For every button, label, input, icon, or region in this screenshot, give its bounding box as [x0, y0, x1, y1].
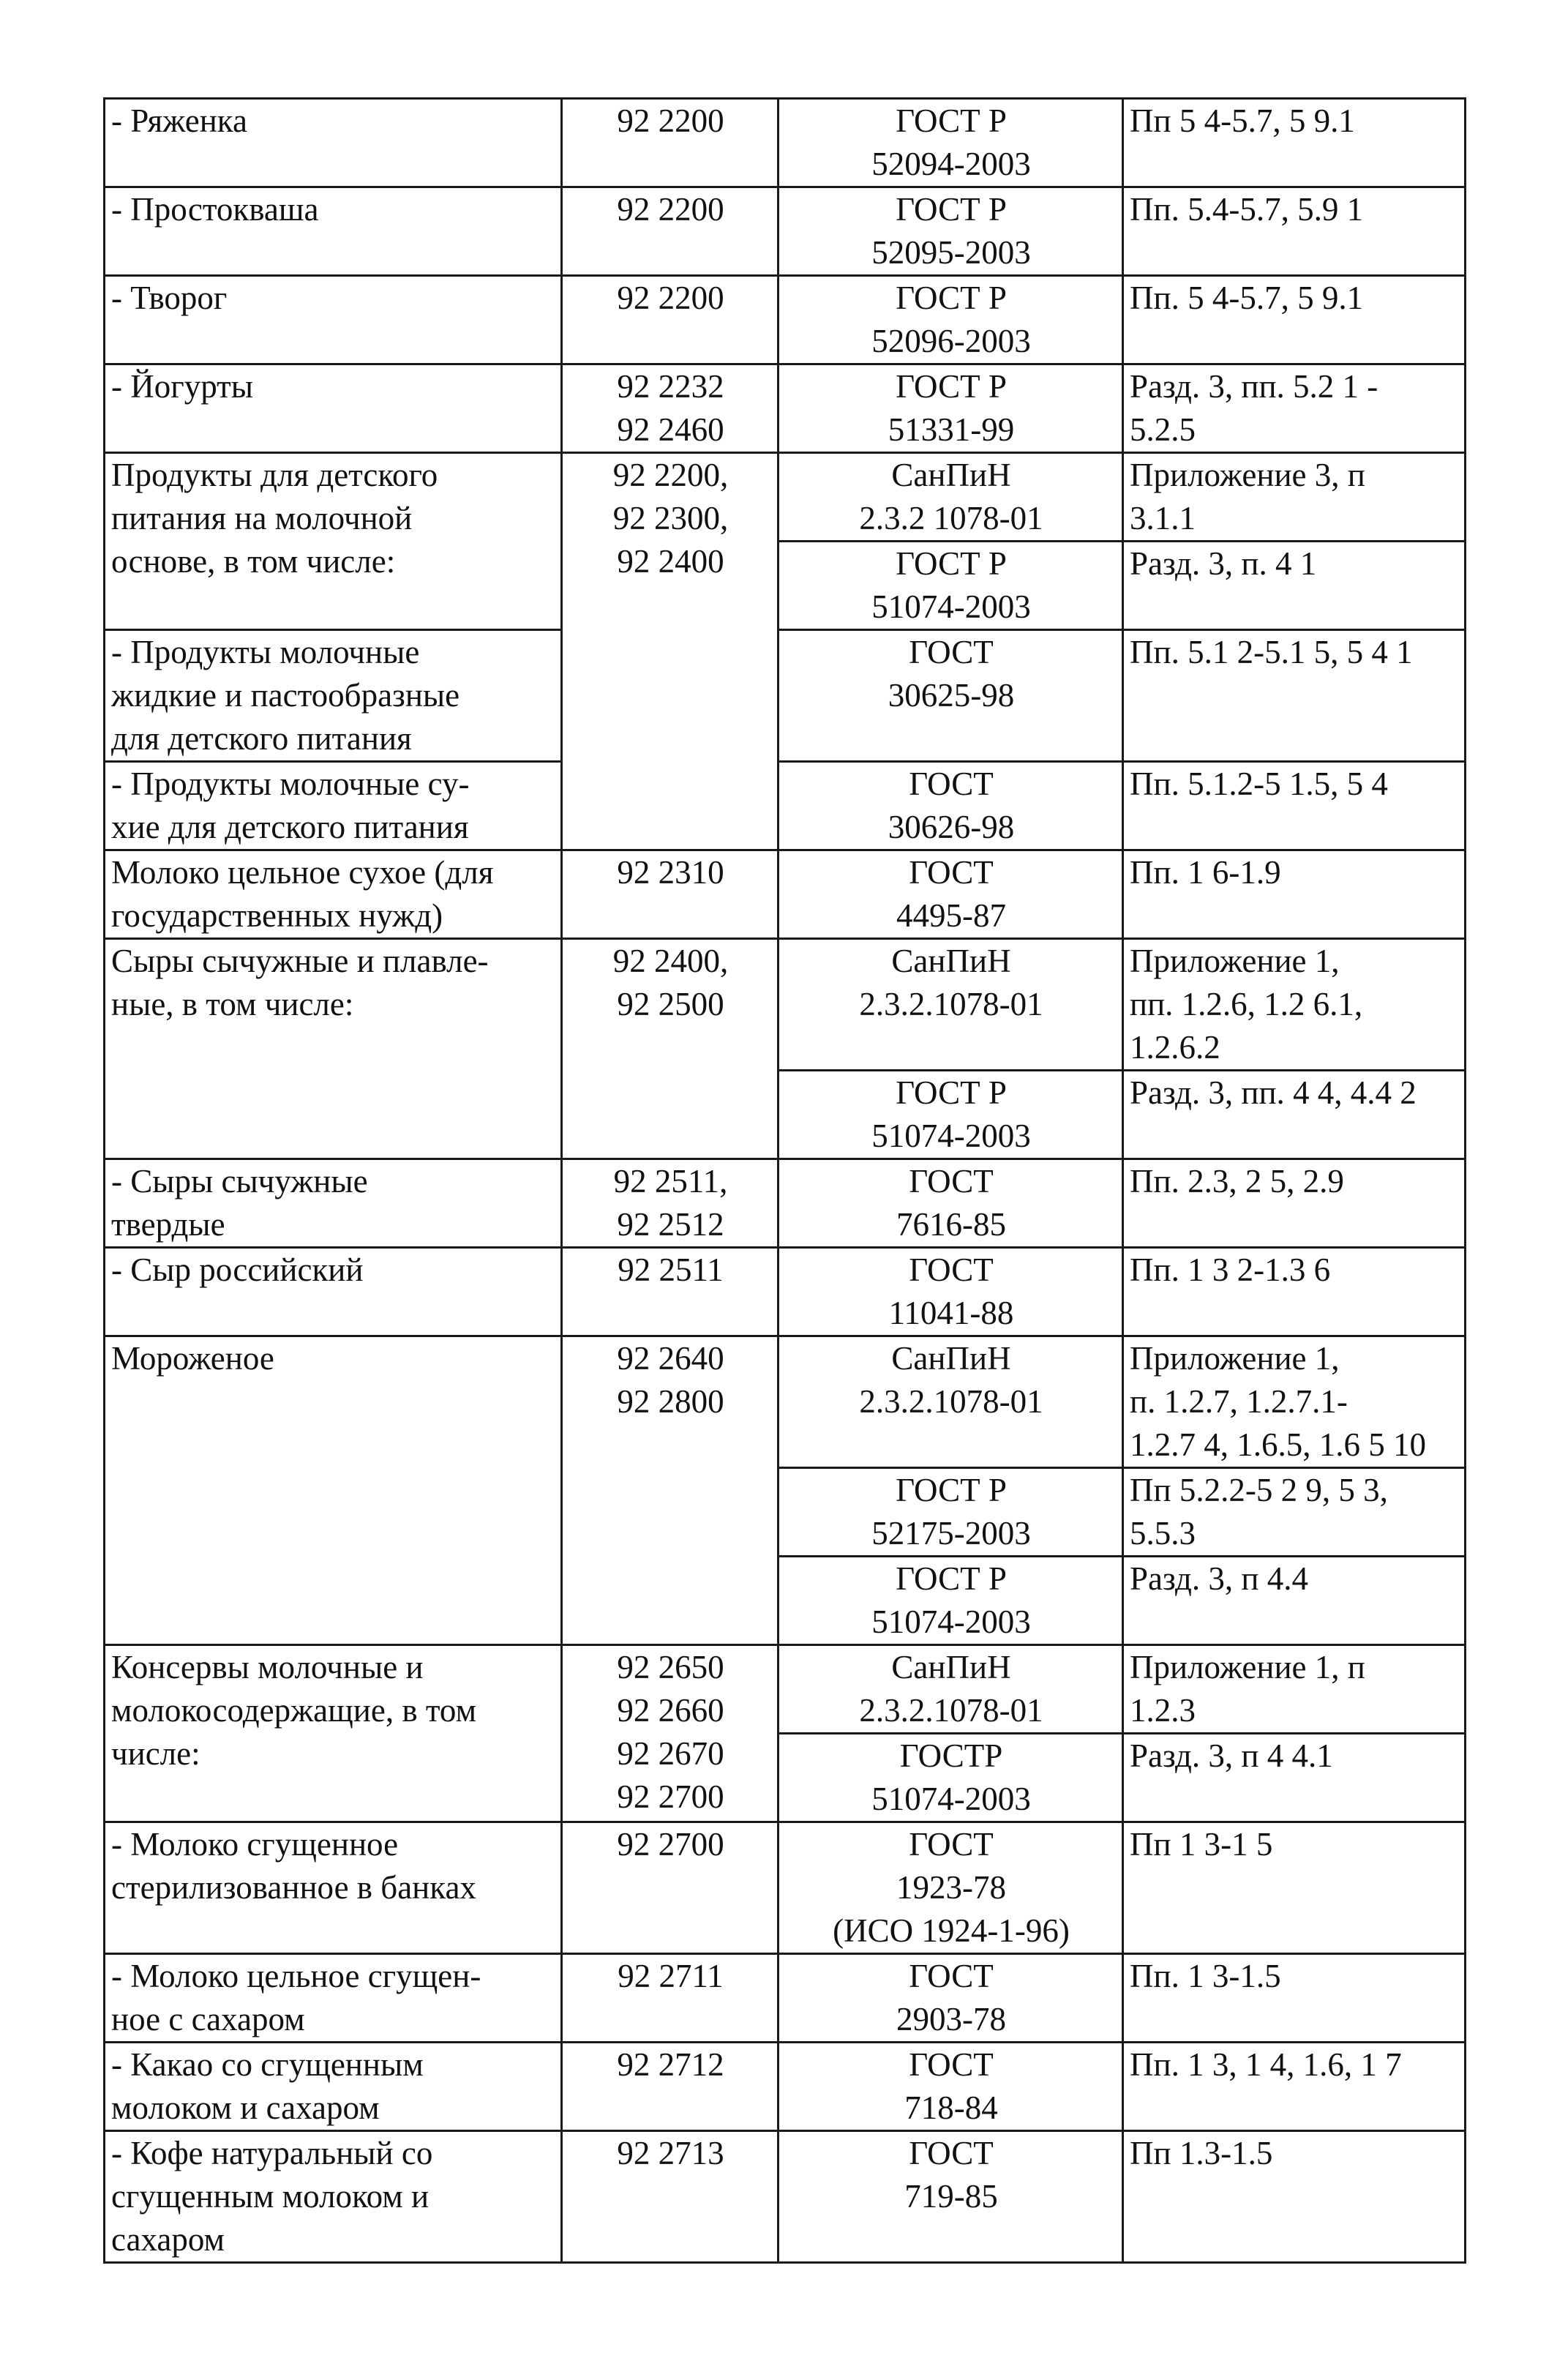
standard-clauses: Пп. 5 4-5.7, 5 9.1	[1123, 276, 1466, 364]
table-row	[105, 1954, 1466, 2043]
standard-document: СанПиН 2.3.2.1078-01	[779, 1336, 1123, 1468]
standard-document: ГОСТ 719-85	[779, 2131, 1123, 2263]
product-name: - Продукты молочные су- хие для детского питания	[105, 762, 562, 850]
table-row	[105, 2043, 1466, 2131]
standard-document: СанПиН 2.3.2.1078-01	[779, 939, 1123, 1071]
product-name: - Продукты молочные жидкие и пастообразные для детского питания	[105, 630, 562, 762]
standard-document: СанПиН 2.3.2.1078-01	[779, 1645, 1123, 1734]
standard-clauses: Пп. 1 3-1.5	[1123, 1954, 1466, 2043]
standard-clauses: Приложение 1, пп. 1.2.6, 1.2 6.1, 1.2.6.2	[1123, 939, 1466, 1071]
standard-document: СанПиН 2.3.2 1078-01	[779, 453, 1123, 542]
table-row	[105, 850, 1466, 939]
standard-document: ГОСТ Р 52094-2003	[779, 99, 1123, 187]
standard-clauses: Пп. 1 3 2-1.3 6	[1123, 1248, 1466, 1336]
table-row	[105, 187, 1466, 276]
standard-document: ГОСТ 1923-78 (ИСО 1924-1-96)	[779, 1822, 1123, 1954]
product-name: - Ряженка	[105, 99, 562, 187]
standard-document: ГОСТ 7616-85	[779, 1159, 1123, 1248]
table-row	[105, 276, 1466, 364]
standard-clauses: Пп. 1 6-1.9	[1123, 850, 1466, 939]
standard-document: ГОСТ Р 51331-99	[779, 364, 1123, 453]
standards-table	[103, 97, 1466, 2264]
standard-clauses: Пп. 5.1.2-5 1.5, 5 4	[1123, 762, 1466, 850]
standard-clauses: Разд. 3, п 4 4.1	[1123, 1734, 1466, 1822]
standard-clauses: Разд. 3, п 4.4	[1123, 1557, 1466, 1645]
standard-clauses: Разд. 3, пп. 4 4, 4.4 2	[1123, 1071, 1466, 1159]
standard-document: ГОСТ 30626-98	[779, 762, 1123, 850]
product-name: - Сыр российский	[105, 1248, 562, 1336]
okp-code: 92 2200	[562, 276, 779, 364]
standard-clauses: Пп. 5.4-5.7, 5.9 1	[1123, 187, 1466, 276]
standard-document: ГОСТ 11041-88	[779, 1248, 1123, 1336]
okp-code: 92 2200, 92 2300, 92 2400	[562, 453, 779, 850]
standard-document: ГОСТ Р 52175-2003	[779, 1468, 1123, 1557]
standard-document: ГОСТ 4495-87	[779, 850, 1123, 939]
table-row	[105, 453, 1466, 542]
standard-clauses: Пп. 2.3, 2 5, 2.9	[1123, 1159, 1466, 1248]
okp-code: 92 2712	[562, 2043, 779, 2131]
product-name: Молоко цельное сухое (для государственных нужд)	[105, 850, 562, 939]
okp-code: 92 2511	[562, 1248, 779, 1336]
okp-code: 92 2200	[562, 187, 779, 276]
standard-clauses: Разд. 3, пп. 5.2 1 - 5.2.5	[1123, 364, 1466, 453]
okp-code: 92 2200	[562, 99, 779, 187]
product-name: - Кофе натуральный со сгущенным молоком и сахаром	[105, 2131, 562, 2263]
standard-clauses: Пп 1.3-1.5	[1123, 2131, 1466, 2263]
table-row	[105, 1645, 1466, 1734]
table-row	[105, 1822, 1466, 1954]
product-name: - Творог	[105, 276, 562, 364]
table-row	[105, 939, 1466, 1071]
product-name: - Простокваша	[105, 187, 562, 276]
standard-document: ГОСТ 30625-98	[779, 630, 1123, 762]
table-row	[105, 630, 1466, 762]
okp-code: 92 2650 92 2660 92 2670 92 2700	[562, 1645, 779, 1822]
product-name: Сыры сычужные и плавле- ные, в том числе:	[105, 939, 562, 1159]
standard-document: ГОСТ Р 52095-2003	[779, 187, 1123, 276]
standard-document: ГОСТ Р 51074-2003	[779, 542, 1123, 630]
standard-clauses: Пп. 5.1 2-5.1 5, 5 4 1	[1123, 630, 1466, 762]
table-row	[105, 99, 1466, 187]
standard-document: ГОСТР 51074-2003	[779, 1734, 1123, 1822]
okp-code: 92 2640 92 2800	[562, 1336, 779, 1645]
product-name: Консервы молочные и молокосодержащие, в том числе:	[105, 1645, 562, 1822]
okp-code: 92 2711	[562, 1954, 779, 2043]
standard-clauses: Пп 5.2.2-5 2 9, 5 3, 5.5.3	[1123, 1468, 1466, 1557]
okp-code: 92 2511, 92 2512	[562, 1159, 779, 1248]
product-name: - Молоко сгущенное стерилизованное в банках	[105, 1822, 562, 1954]
table-row	[105, 364, 1466, 453]
okp-code: 92 2700	[562, 1822, 779, 1954]
standard-document: ГОСТ 2903-78	[779, 1954, 1123, 2043]
standard-clauses: Пп 1 3-1 5	[1123, 1822, 1466, 1954]
table-row	[105, 1248, 1466, 1336]
table-row	[105, 2131, 1466, 2263]
okp-code: 92 2232 92 2460	[562, 364, 779, 453]
standard-clauses: Приложение 1, п. 1.2.7, 1.2.7.1- 1.2.7 4, 1.6.5, 1.6 5 10	[1123, 1336, 1466, 1468]
standard-clauses: Приложение 1, п 1.2.3	[1123, 1645, 1466, 1734]
product-name: - Какао со сгущенным молоком и сахаром	[105, 2043, 562, 2131]
product-name: - Йогурты	[105, 364, 562, 453]
standard-clauses: Приложение 3, п 3.1.1	[1123, 453, 1466, 542]
product-name: Мороженое	[105, 1336, 562, 1645]
okp-code: 92 2400, 92 2500	[562, 939, 779, 1159]
okp-code: 92 2310	[562, 850, 779, 939]
standard-document: ГОСТ Р 51074-2003	[779, 1557, 1123, 1645]
standard-document: ГОСТ 718-84	[779, 2043, 1123, 2131]
table-row	[105, 762, 1466, 850]
product-name: - Молоко цельное сгущен- ное с сахаром	[105, 1954, 562, 2043]
product-name: - Сыры сычужные твердые	[105, 1159, 562, 1248]
table-row	[105, 1336, 1466, 1468]
standard-document: ГОСТ Р 51074-2003	[779, 1071, 1123, 1159]
standard-clauses: Разд. 3, п. 4 1	[1123, 542, 1466, 630]
standard-clauses: Пп 5 4-5.7, 5 9.1	[1123, 99, 1466, 187]
okp-code: 92 2713	[562, 2131, 779, 2263]
standard-clauses: Пп. 1 3, 1 4, 1.6, 1 7	[1123, 2043, 1466, 2131]
product-name: Продукты для детского питания на молочной основе, в том числе:	[105, 453, 562, 630]
table-row	[105, 1159, 1466, 1248]
standard-document: ГОСТ Р 52096-2003	[779, 276, 1123, 364]
